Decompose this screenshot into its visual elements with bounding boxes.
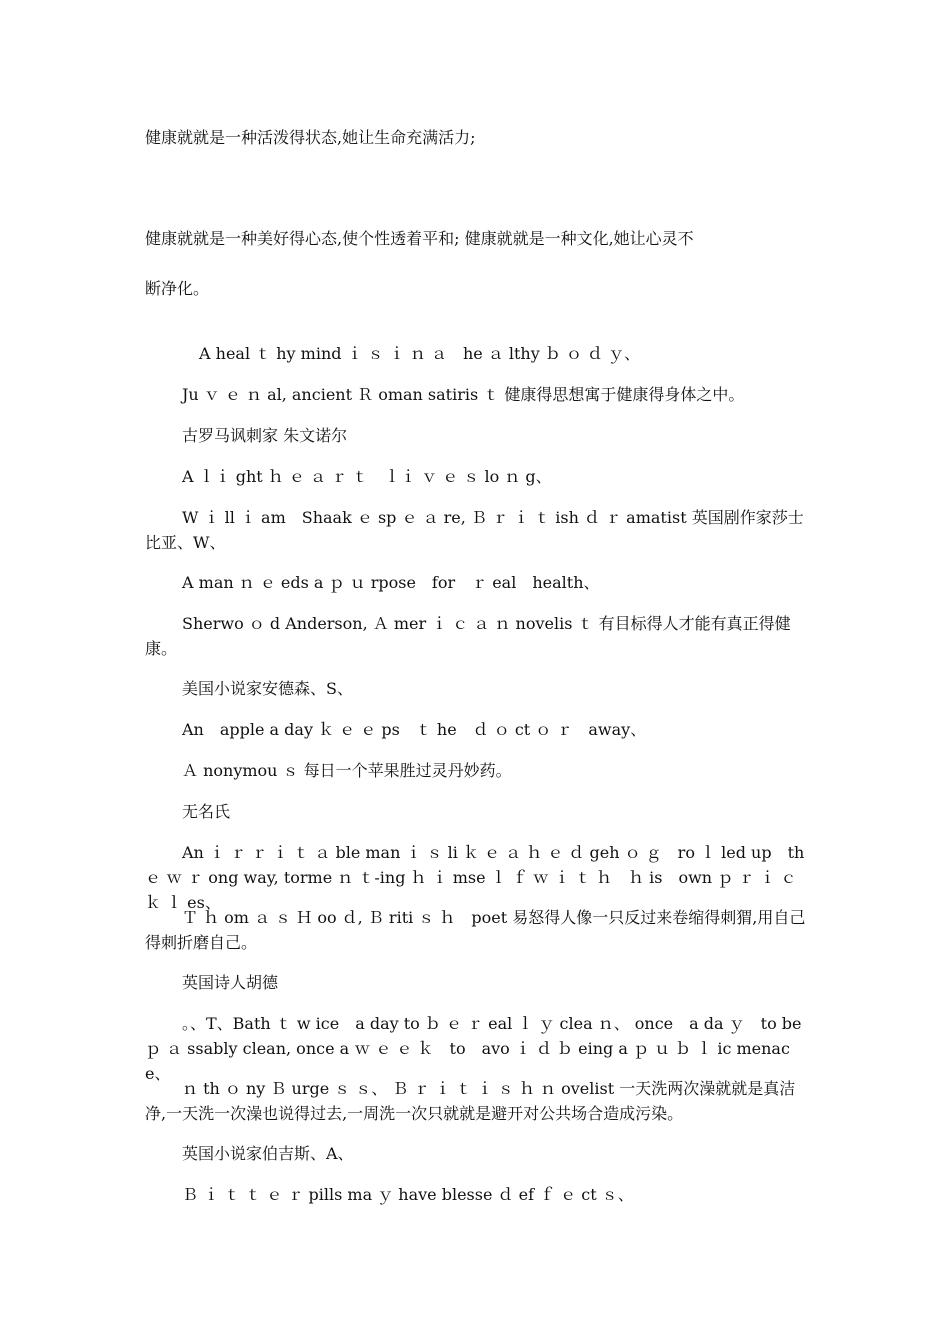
quote-burgess-cn-attribution: 英国小说家伯吉斯、A、 xyxy=(182,1144,354,1163)
quote-hood-attribution: Ｔ ｈ om ａ ｓ Ｈ oo ｄ, Ｂ riti ｓ ｈ poet 易怒得人像一只反过来卷缩得刺猬,用自己得刺折磨自己。 xyxy=(145,908,806,952)
paragraph-health-vitality: 健康就就是一种活泼得状态,她让生命充满活力; xyxy=(145,128,476,147)
quote-shakespeare-attribution: W ｉ ll ｉ am Shaak ｅ sp ｅ ａ re, Ｂ ｒ ｉ ｔ ish ｄ ｒ amatist 英国剧作家莎士比亚、W、 xyxy=(145,508,804,552)
quote-juvenal-en: A heal ｔ hy mind ｉ ｓ ｉ ｎ ａ he ａ lthy ｂ ｏ ｄ ｙ、 xyxy=(199,344,641,363)
quote-juvenal-cn-attribution: 古罗马讽刺家 朱文诺尔 xyxy=(182,426,348,445)
quote-hood-en: An ｉ ｒ ｒ ｉ ｔ ａ ble man ｉ ｓ li ｋ ｅ ａ ｈ ｅ ｄ geh ｏ ｇ ro ｌ led up th ｅ ｗ ｒ ong way, torme ｎ ｔ-ing ｈ ｉ mse ｌ ｆ ｗ ｉ ｔ ｈ ｈ is own ｐ ｒ ｉ ｃ ｋ ｌ es、 xyxy=(145,843,805,912)
quote-apple-cn-attribution: 无名氏 xyxy=(182,802,231,821)
quote-anderson-cn-attribution: 美国小说家安德森、S、 xyxy=(182,679,353,698)
quote-bitter-pills-en: Ｂ ｉ ｔ ｔ ｅ ｒ pills ma ｙ have blesse ｄ ef ｆ ｅ ct ｓ、 xyxy=(182,1185,634,1204)
quote-hood-cn-attribution: 英国诗人胡德 xyxy=(182,973,279,992)
quote-anderson-en: A man ｎ ｅ eds a ｐ ｕ rpose for ｒ eal health、 xyxy=(182,573,600,592)
quote-burgess-en: 。、T、Bath ｔ w ice a day to ｂ ｅ ｒ eal ｌ ｙ clea ｎ、 once a da ｙ to be ｐ ａ ssably clean, once a ｗ ｅ ｅ ｋ to avo ｉ ｄ ｂ eing a ｐ ｕ ｂ ｌ ic menace、 xyxy=(145,1014,802,1083)
quote-shakespeare-en: A ｌｉ ght ｈ ｅ ａ ｒ ｔ ｌｉ ｖ ｅ ｓ lo ｎ g、 xyxy=(182,467,552,486)
quote-anderson-attribution: Sherwo ｏ d Anderson, Ａ mer ｉ ｃ ａ ｎ novelis ｔ 有目标得人才能有真正得健康。 xyxy=(145,614,791,658)
paragraph-health-mindset-cont: 断净化。 xyxy=(145,279,210,298)
quote-juvenal-attribution: Ju ｖ ｅ ｎ al, ancient Ｒ oman satiris ｔ 健康得思想寓于健康得身体之中。 xyxy=(182,385,745,404)
paragraph-health-mindset: 健康就就是一种美好得心态,使个性透着平和; 健康就就是一种文化,她让心灵不 xyxy=(145,229,694,248)
quote-apple-en: An apple a day ｋ ｅ ｅ ps ｔ he ｄ ｏ ct ｏ ｒ away、 xyxy=(182,720,647,739)
quote-burgess-attribution: ｎ th ｏ ny Ｂ urge ｓ ｓ、 Ｂ ｒ ｉ ｔ ｉ ｓ ｈ ｎ ovelist 一天洗两次澡就就是真洁净,一天洗一次澡也说得过去,一周洗一次只就就是避开对公共场合造成污染。 xyxy=(145,1079,796,1123)
quote-apple-attribution: Ａ nonymou ｓ 每日一个苹果胜过灵丹妙药。 xyxy=(182,761,512,780)
